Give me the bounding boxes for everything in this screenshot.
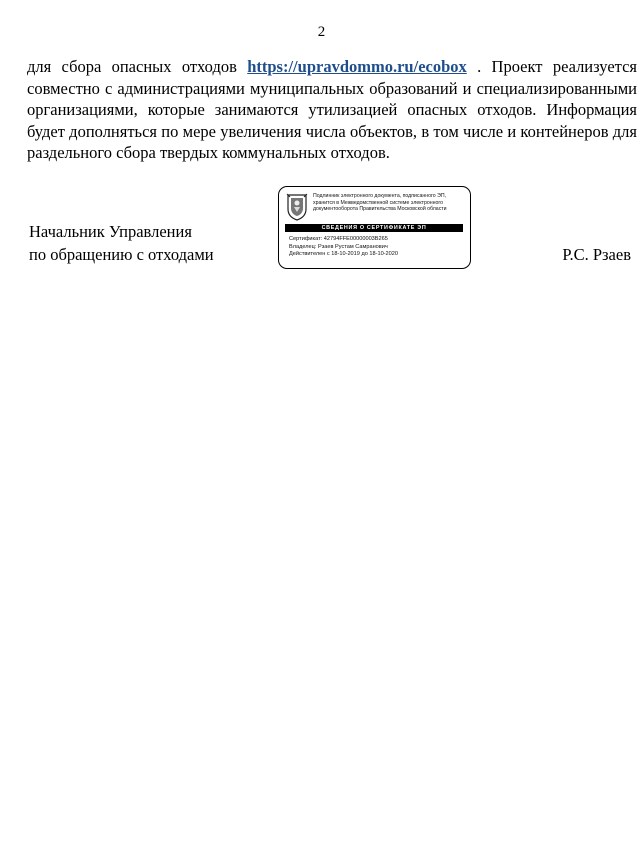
electronic-signature-stamp [278, 186, 471, 269]
stamp-header-line: документооборота Правительства Московской области [313, 206, 447, 213]
coat-of-arms-icon [286, 193, 308, 221]
stamp-details [289, 236, 465, 259]
signer-name: Р.С. Рзаев [562, 245, 631, 264]
certificate-number: Сертификат: 42794FFE00000003B265 [289, 236, 388, 242]
stamp-title-bar: СВЕДЕНИЯ О СЕРТИФИКАТЕ ЭП [285, 224, 463, 232]
body-text-before-link: для сбора опасных отходов [27, 57, 248, 76]
stamp-header-line: хранится в Межведомственной системе электронного [313, 199, 443, 206]
stamp-header [313, 193, 467, 213]
signatory-title-line2: по обращению с отходами [29, 245, 214, 264]
certificate-owner: Владелец: Рзаев Рустам Самранович [289, 243, 388, 250]
page-number: 2 [317, 24, 326, 40]
signatory-title-line1: Начальник Управления [29, 222, 192, 241]
body-text-after-link: . Проект реализуется совместно с администрациями муниципальных образований и специализированными организациями, которые занимаются утилизацией опасных отходов. Информация будет дополняться по мере увеличения числа объектов, в том числе и контейнеров для раздельного сбора твердых коммунальных отходов. [27, 57, 637, 162]
stamp-header-line: Подлинник электронного документа, подписанного ЭП, [313, 193, 447, 199]
certificate-validity: Действителен с 18-10-2019 до 18-10-2020 [289, 251, 398, 257]
signatory-title [29, 220, 214, 266]
ecobox-link[interactable]: https://upravdommo.ru/ecobox [247, 57, 467, 76]
body-paragraph [27, 56, 637, 164]
